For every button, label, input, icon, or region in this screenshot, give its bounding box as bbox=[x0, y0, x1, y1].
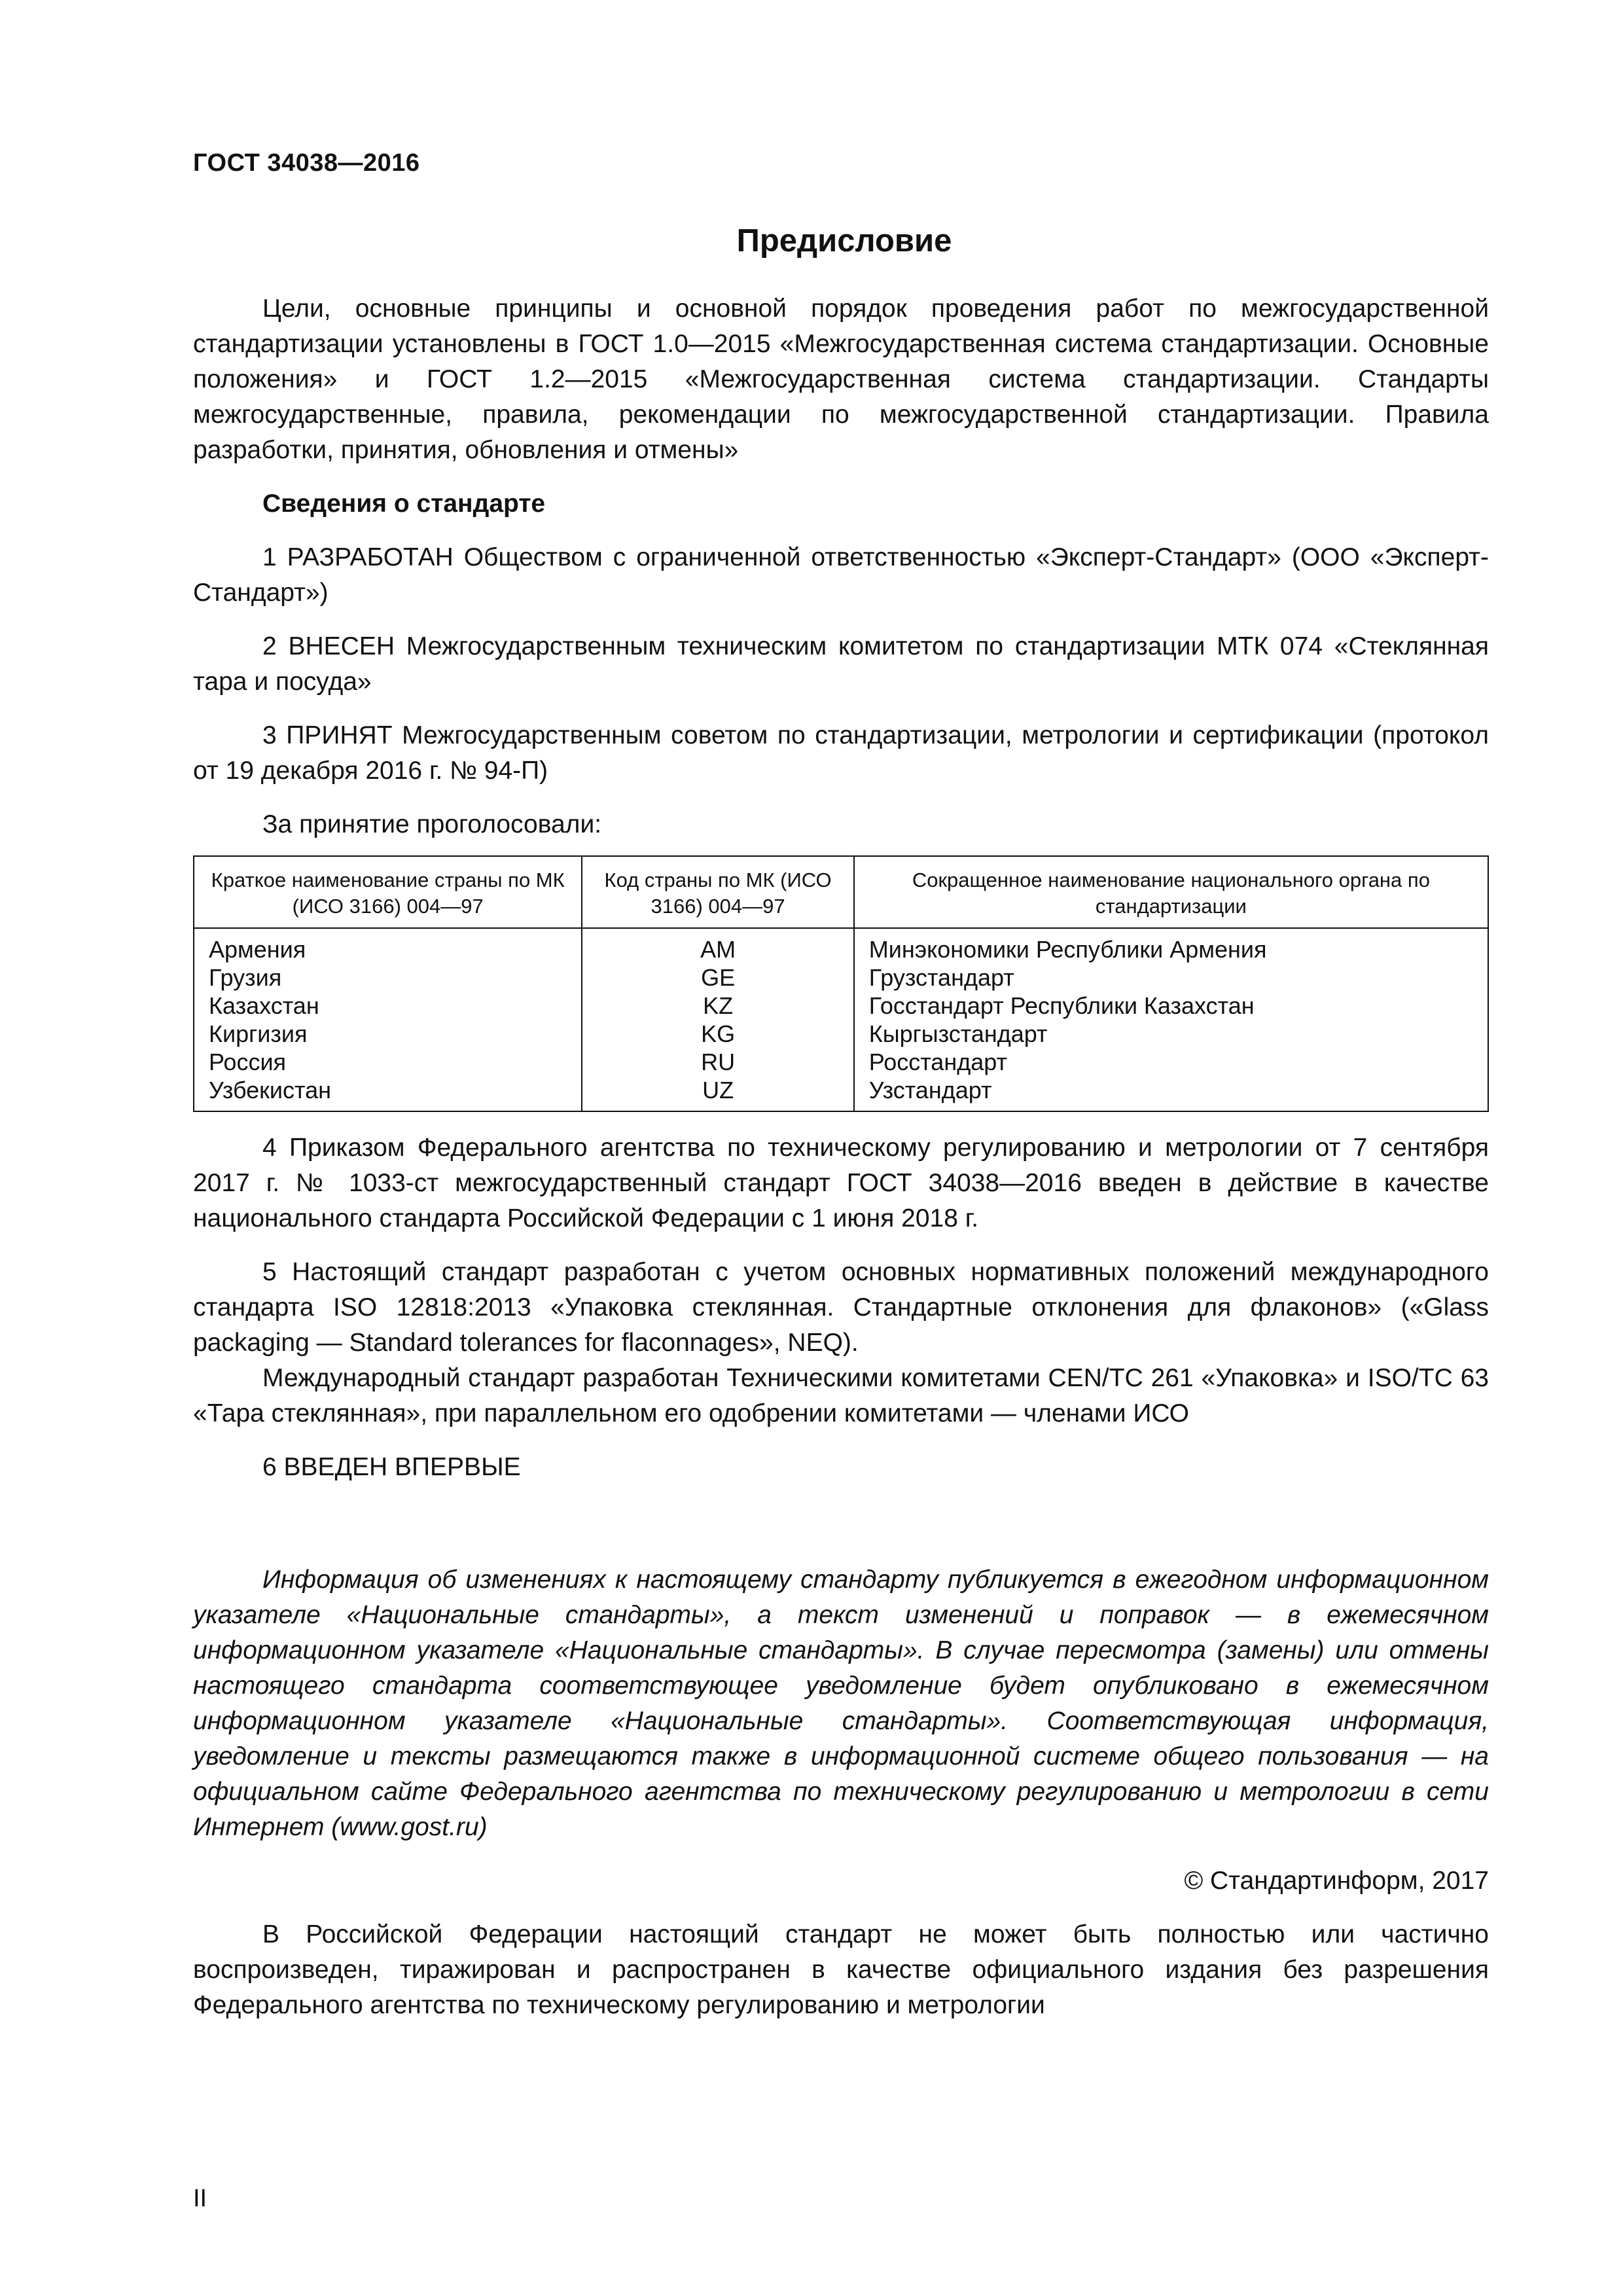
item-3-paragraph: 3 ПРИНЯТ Межгосударственным советом по стандартизации, метрологии и сертификации (протокол от 19 декабря 2016 г. № 94-П) bbox=[193, 721, 1489, 785]
item-6-paragraph: 6 ВВЕДЕН ВПЕРВЫЕ bbox=[262, 1453, 521, 1481]
body-cell: Грузстандарт bbox=[854, 963, 1488, 992]
rights-paragraph: В Российской Федерации настоящий стандарт не может быть полностью или частично воспроизведен, тиражирован и распространен в качестве официального издания без разрешения Федерального агентства по техническому регулированию и метрологии bbox=[193, 1920, 1489, 2019]
table-row bbox=[194, 992, 1488, 1020]
code-cell: KZ bbox=[582, 992, 853, 1020]
body-cell: Кыргызстандарт bbox=[854, 1020, 1488, 1048]
body-cell: Госстандарт Республики Казахстан bbox=[854, 992, 1488, 1020]
voting-table bbox=[193, 855, 1489, 1112]
country-cell: Грузия bbox=[209, 964, 282, 991]
document-body bbox=[193, 291, 1489, 2023]
body-cell: Росстандарт bbox=[854, 1048, 1488, 1076]
country-cell: Киргизия bbox=[209, 1020, 308, 1047]
item-5-paragraph: 5 Настоящий стандарт разработан с учетом основных нормативных положений международного стандарта ISO 12818:2013 «Упаковка стеклянная. Стандартные отклонения для флаконов» («Glass packaging — Standard tolerances for flaconnages», NEQ). bbox=[193, 1258, 1489, 1357]
country-cell: Казахстан bbox=[209, 992, 319, 1019]
voted-label: За принятие проголосовали: bbox=[262, 810, 602, 838]
table-row bbox=[194, 1020, 1488, 1048]
country-cell: Армения bbox=[194, 928, 582, 963]
code-cell: AM bbox=[582, 928, 853, 963]
changes-notice: Информация об изменениях к настоящему стандарту публикуется в ежегодном информационном указателе «Национальные стандарты», а текст изменений и поправок — в ежемесячном информационном указателе «Национальные стандарты». В случае пересмотра (замены) или отмены настоящего стандарта соответствующее уведомление будет опубликовано в ежемесячном информационном указателе «Национальные стандарты». Соответствующая информация, уведомление и тексты размещаются также в информационной системе общего пользования — на официальном сайте Федерального агентства по техническому регулированию и метрологии в сети Интернет (www.gost.ru) bbox=[193, 1566, 1489, 1841]
body-cell: Минэкономики Республики Армения bbox=[854, 928, 1488, 963]
code-cell: UZ bbox=[582, 1076, 853, 1111]
table-header-row bbox=[194, 856, 1488, 928]
table-row bbox=[194, 963, 1488, 992]
country-cell: Узбекистан bbox=[209, 1077, 332, 1103]
column-header-body: Сокращенное наименование национального органа по стандартизации bbox=[854, 856, 1488, 928]
copyright-line: © Стандартинформ, 2017 bbox=[1184, 1867, 1489, 1895]
code-cell: KG bbox=[582, 1020, 853, 1048]
page-number: II bbox=[193, 2185, 207, 2212]
table-row bbox=[194, 1076, 1488, 1111]
standard-code-header: ГОСТ 34038—2016 bbox=[193, 149, 420, 177]
country-cell: Россия bbox=[209, 1049, 287, 1075]
section-subheading: Сведения о стандарте bbox=[262, 490, 546, 518]
intro-paragraph: Цели, основные принципы и основной порядок проведения работ по межгосударственной стандартизации установлены в ГОСТ 1.0—2015 «Межгосударственная система стандартизации. Основные положения» и ГОСТ 1.2—2015 «Межгосударственная система стандартизации. Стандарты межгосударственные, правила, рекомендации по межгосударственной стандартизации. Правила разработки, принятия, обновления и отмены» bbox=[193, 295, 1489, 464]
item-1-paragraph: 1 РАЗРАБОТАН Обществом с ограниченной ответственностью «Эксперт-Стандарт» (ООО «Эксперт-Стандарт») bbox=[193, 543, 1489, 607]
table-row bbox=[194, 1048, 1488, 1076]
item-5-continuation: Международный стандарт разработан Техническими комитетами CEN/TC 261 «Упаковка» и ISO/TC 63 «Тара стеклянная», при параллельном его одобрении комитетами — членами ИСО bbox=[193, 1364, 1489, 1427]
page-title: Предисловие bbox=[736, 223, 952, 259]
item-4-paragraph: 4 Приказом Федерального агентства по техническому регулированию и метрологии от 7 сентября 2017 г. № 1033-ст межгосударственный стандарт ГОСТ 34038—2016 введен в действие в качестве национального стандарта Российской Федерации с 1 июня 2018 г. bbox=[193, 1134, 1489, 1232]
code-cell: GE bbox=[582, 963, 853, 992]
column-header-country: Краткое наименование страны по МК (ИСО 3166) 004—97 bbox=[194, 856, 582, 928]
item-2-paragraph: 2 ВНЕСЕН Межгосударственным техническим комитетом по стандартизации МТК 074 «Стеклянная тара и посуда» bbox=[193, 632, 1489, 696]
column-header-code: Код страны по МК (ИСО 3166) 004—97 bbox=[582, 856, 853, 928]
code-cell: RU bbox=[582, 1048, 853, 1076]
table-row bbox=[194, 928, 1488, 963]
body-cell: Узстандарт bbox=[854, 1076, 1488, 1111]
